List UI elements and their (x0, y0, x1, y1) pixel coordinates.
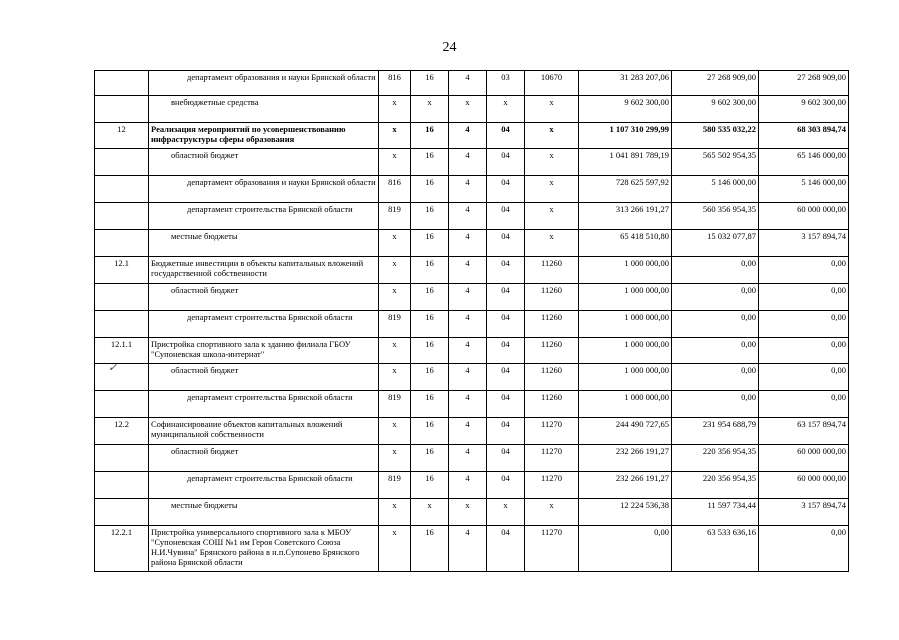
row-description: Реализация мероприятий по усовершенствованию инфраструктуры сферы образования (149, 123, 379, 149)
code-direction: 11260 (525, 284, 579, 311)
row-description: Софинансирование объектов капитальных вложений муниципальной собственности (149, 418, 379, 445)
row-description: департамент образования и науки Брянской области (149, 176, 379, 203)
code-direction: 11270 (525, 445, 579, 472)
row-description: Бюджетные инвестиции в объекты капитальных вложений государственной собственности (149, 257, 379, 284)
code-grbs: x (379, 284, 411, 311)
amount-year-1: 728 625 597,92 (579, 176, 672, 203)
row-number: 12.2 (95, 418, 149, 445)
code-section: 16 (411, 257, 449, 284)
handwritten-check-mark: ✓ (108, 362, 118, 374)
amount-year-1: 12 224 536,38 (579, 499, 672, 526)
amount-year-2: 560 356 954,35 (672, 203, 759, 230)
code-subprogram: 4 (449, 472, 487, 499)
amount-year-1: 1 041 891 789,19 (579, 149, 672, 176)
code-subprogram: 4 (449, 123, 487, 149)
amount-year-2: 0,00 (672, 284, 759, 311)
code-direction: 10670 (525, 71, 579, 96)
code-direction: 11260 (525, 311, 579, 338)
row-description: департамент строительства Брянской области (149, 203, 379, 230)
amount-year-3: 68 303 894,74 (759, 123, 849, 149)
code-subprogram: 4 (449, 71, 487, 96)
code-grbs: x (379, 445, 411, 472)
row-number (95, 149, 149, 176)
amount-year-1: 1 000 000,00 (579, 284, 672, 311)
code-activity: 03 (487, 71, 525, 96)
amount-year-2: 0,00 (672, 257, 759, 284)
row-description: департамент строительства Брянской области (149, 472, 379, 499)
code-subprogram: 4 (449, 176, 487, 203)
code-section: 16 (411, 364, 449, 391)
code-subprogram: x (449, 499, 487, 526)
table-row (95, 176, 849, 203)
code-activity: 04 (487, 257, 525, 284)
code-direction: x (525, 176, 579, 203)
code-section: 16 (411, 445, 449, 472)
code-section: 16 (411, 203, 449, 230)
amount-year-3: 9 602 300,00 (759, 96, 849, 123)
code-activity: 04 (487, 338, 525, 364)
code-subprogram: 4 (449, 230, 487, 257)
code-section: 16 (411, 284, 449, 311)
amount-year-3: 65 146 000,00 (759, 149, 849, 176)
amount-year-1: 0,00 (579, 526, 672, 572)
code-direction: x (525, 230, 579, 257)
code-activity: 04 (487, 176, 525, 203)
code-subprogram: 4 (449, 526, 487, 572)
amount-year-3: 27 268 909,00 (759, 71, 849, 96)
amount-year-3: 0,00 (759, 284, 849, 311)
table-row (95, 391, 849, 418)
amount-year-2: 0,00 (672, 311, 759, 338)
row-description: областной бюджет (149, 445, 379, 472)
code-grbs: 819 (379, 203, 411, 230)
amount-year-1: 232 266 191,27 (579, 472, 672, 499)
code-activity: 04 (487, 364, 525, 391)
table-row (95, 203, 849, 230)
code-activity: x (487, 96, 525, 123)
row-number (95, 203, 149, 230)
amount-year-2: 220 356 954,35 (672, 472, 759, 499)
table-row (95, 445, 849, 472)
code-direction: x (525, 499, 579, 526)
amount-year-2: 0,00 (672, 338, 759, 364)
row-description: департамент строительства Брянской области (149, 391, 379, 418)
code-activity: 04 (487, 230, 525, 257)
amount-year-3: 3 157 894,74 (759, 230, 849, 257)
amount-year-1: 232 266 191,27 (579, 445, 672, 472)
code-activity: 04 (487, 526, 525, 572)
code-section: 16 (411, 526, 449, 572)
code-section: 16 (411, 123, 449, 149)
row-number (95, 96, 149, 123)
code-direction: 11260 (525, 338, 579, 364)
row-description: Пристройка спортивного зала к зданию филиала ГБОУ "Супоневская школа-интернат" (149, 338, 379, 364)
table-row (95, 149, 849, 176)
amount-year-3: 0,00 (759, 338, 849, 364)
code-section: 16 (411, 71, 449, 96)
table-row (95, 526, 849, 572)
code-subprogram: 4 (449, 445, 487, 472)
code-direction: 11270 (525, 418, 579, 445)
row-number (95, 311, 149, 338)
row-number: 12.2.1 (95, 526, 149, 572)
code-subprogram: 4 (449, 418, 487, 445)
table-row (95, 71, 849, 96)
code-activity: 04 (487, 472, 525, 499)
code-grbs: 816 (379, 71, 411, 96)
code-activity: 04 (487, 311, 525, 338)
code-direction: x (525, 123, 579, 149)
amount-year-3: 60 000 000,00 (759, 445, 849, 472)
amount-year-3: 3 157 894,74 (759, 499, 849, 526)
code-grbs: x (379, 96, 411, 123)
table-row (95, 230, 849, 257)
code-grbs: x (379, 499, 411, 526)
row-description: местные бюджеты (149, 499, 379, 526)
row-description: местные бюджеты (149, 230, 379, 257)
table-row (95, 418, 849, 445)
amount-year-2: 15 032 077,87 (672, 230, 759, 257)
table-row (95, 257, 849, 284)
code-grbs: x (379, 364, 411, 391)
code-grbs: x (379, 149, 411, 176)
table-row (95, 499, 849, 526)
code-direction: x (525, 96, 579, 123)
code-section: x (411, 96, 449, 123)
code-section: 16 (411, 230, 449, 257)
code-subprogram: x (449, 96, 487, 123)
code-grbs: 819 (379, 391, 411, 418)
row-description: Пристройка универсального спортивного зала к МБОУ "Супоневская СОШ №1 им Героя Советского Союза Н.И.Чувина" Брянского района в н.п.Супонево Брянского района Брянской области (149, 526, 379, 572)
code-grbs: x (379, 526, 411, 572)
table-row (95, 123, 849, 149)
amount-year-3: 63 157 894,74 (759, 418, 849, 445)
code-grbs: x (379, 418, 411, 445)
amount-year-3: 0,00 (759, 526, 849, 572)
code-activity: 04 (487, 391, 525, 418)
amount-year-2: 0,00 (672, 364, 759, 391)
row-number (95, 472, 149, 499)
row-number (95, 391, 149, 418)
amount-year-1: 1 000 000,00 (579, 338, 672, 364)
code-subprogram: 4 (449, 203, 487, 230)
code-section: x (411, 499, 449, 526)
row-number: 12 (95, 123, 149, 149)
row-description: областной бюджет (149, 284, 379, 311)
table-row (95, 472, 849, 499)
code-direction: 11260 (525, 364, 579, 391)
amount-year-3: 60 000 000,00 (759, 472, 849, 499)
amount-year-3: 5 146 000,00 (759, 176, 849, 203)
row-description: департамент образования и науки Брянской области (149, 71, 379, 96)
row-number (95, 230, 149, 257)
amount-year-1: 313 266 191,27 (579, 203, 672, 230)
amount-year-1: 1 000 000,00 (579, 257, 672, 284)
code-section: 16 (411, 149, 449, 176)
amount-year-2: 5 146 000,00 (672, 176, 759, 203)
table-row (95, 284, 849, 311)
budget-table (94, 70, 849, 572)
code-activity: 04 (487, 284, 525, 311)
table-row (95, 364, 849, 391)
code-section: 16 (411, 311, 449, 338)
amount-year-3: 0,00 (759, 364, 849, 391)
row-number: 12.1 (95, 257, 149, 284)
amount-year-3: 0,00 (759, 257, 849, 284)
code-grbs: 816 (379, 176, 411, 203)
code-direction: 11270 (525, 472, 579, 499)
row-number (95, 499, 149, 526)
code-direction: 11260 (525, 391, 579, 418)
amount-year-2: 27 268 909,00 (672, 71, 759, 96)
amount-year-1: 31 283 207,06 (579, 71, 672, 96)
amount-year-2: 9 602 300,00 (672, 96, 759, 123)
amount-year-1: 65 418 510,80 (579, 230, 672, 257)
amount-year-2: 63 533 636,16 (672, 526, 759, 572)
amount-year-2: 565 502 954,35 (672, 149, 759, 176)
amount-year-3: 0,00 (759, 311, 849, 338)
amount-year-2: 0,00 (672, 391, 759, 418)
code-section: 16 (411, 176, 449, 203)
code-subprogram: 4 (449, 257, 487, 284)
amount-year-2: 231 954 688,79 (672, 418, 759, 445)
row-number (95, 284, 149, 311)
code-section: 16 (411, 338, 449, 364)
row-number (95, 445, 149, 472)
row-number (95, 364, 149, 391)
row-description: департамент строительства Брянской области (149, 311, 379, 338)
row-description: областной бюджет (149, 149, 379, 176)
code-section: 16 (411, 418, 449, 445)
code-direction: x (525, 203, 579, 230)
row-number (95, 71, 149, 96)
code-subprogram: 4 (449, 391, 487, 418)
amount-year-1: 1 000 000,00 (579, 364, 672, 391)
table-row (95, 338, 849, 364)
code-grbs: x (379, 257, 411, 284)
code-activity: x (487, 499, 525, 526)
code-subprogram: 4 (449, 364, 487, 391)
table-row (95, 311, 849, 338)
amount-year-2: 220 356 954,35 (672, 445, 759, 472)
code-subprogram: 4 (449, 149, 487, 176)
code-section: 16 (411, 472, 449, 499)
code-grbs: 819 (379, 472, 411, 499)
code-activity: 04 (487, 203, 525, 230)
amount-year-1: 9 602 300,00 (579, 96, 672, 123)
row-description: областной бюджет (149, 364, 379, 391)
amount-year-3: 60 000 000,00 (759, 203, 849, 230)
code-grbs: x (379, 230, 411, 257)
amount-year-3: 0,00 (759, 391, 849, 418)
code-grbs: 819 (379, 311, 411, 338)
code-section: 16 (411, 391, 449, 418)
amount-year-2: 580 535 032,22 (672, 123, 759, 149)
code-subprogram: 4 (449, 338, 487, 364)
row-number (95, 176, 149, 203)
code-subprogram: 4 (449, 311, 487, 338)
code-activity: 04 (487, 123, 525, 149)
amount-year-1: 1 000 000,00 (579, 311, 672, 338)
row-number: 12.1.1 (95, 338, 149, 364)
code-direction: 11270 (525, 526, 579, 572)
code-grbs: x (379, 338, 411, 364)
page-number: 24 (442, 40, 457, 55)
table-row (95, 96, 849, 123)
code-grbs: x (379, 123, 411, 149)
code-direction: x (525, 149, 579, 176)
code-activity: 04 (487, 149, 525, 176)
code-activity: 04 (487, 445, 525, 472)
code-subprogram: 4 (449, 284, 487, 311)
amount-year-1: 244 490 727,65 (579, 418, 672, 445)
code-direction: 11260 (525, 257, 579, 284)
amount-year-1: 1 107 310 299,99 (579, 123, 672, 149)
row-description: внебюджетные средства (149, 96, 379, 123)
amount-year-1: 1 000 000,00 (579, 391, 672, 418)
code-activity: 04 (487, 418, 525, 445)
amount-year-2: 11 597 734,44 (672, 499, 759, 526)
